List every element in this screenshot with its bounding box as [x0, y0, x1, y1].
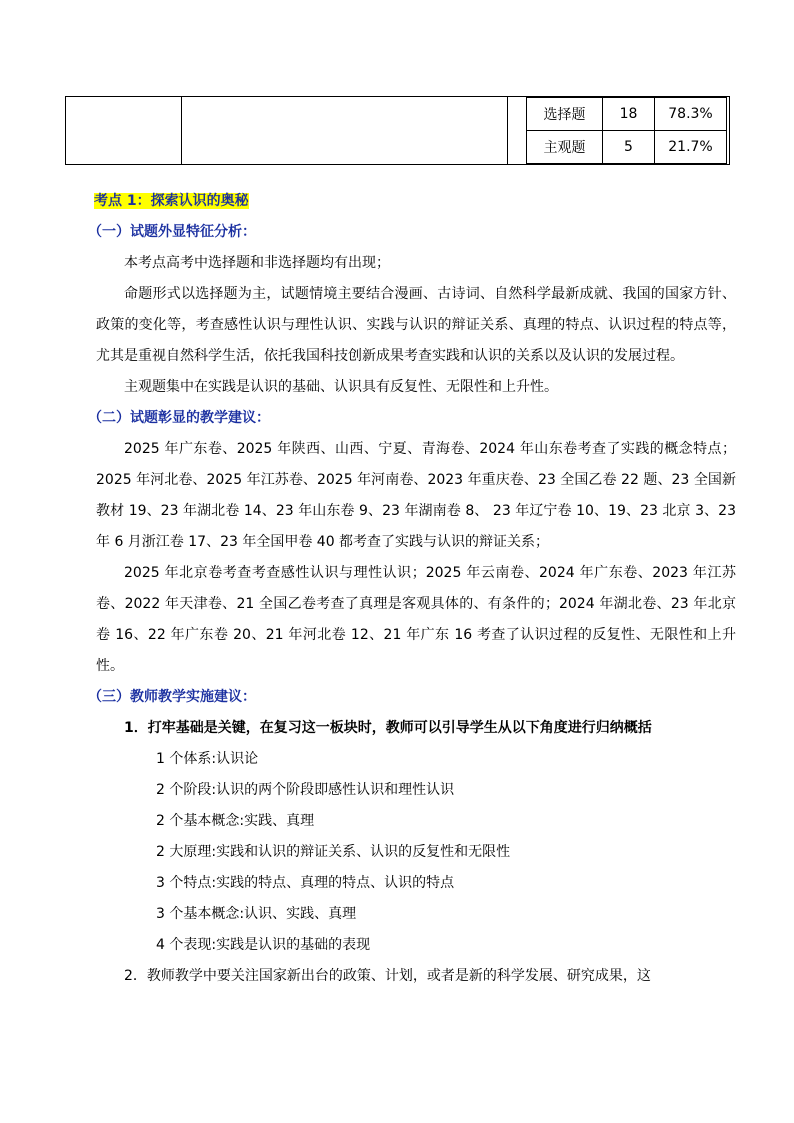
count-cell: 5 — [603, 131, 655, 164]
list-item: 2 大原理:实践和认识的辩证关系、认识的反复性和无限性 — [156, 844, 511, 860]
kaodian-title: 考点 1：探索认识的奥秘 — [94, 193, 249, 209]
table-row — [527, 131, 727, 164]
list-item: 3 个特点:实践的特点、真理的特点、认识的特点 — [156, 875, 455, 891]
outer-cell-2 — [182, 97, 508, 165]
question-type-cell: 选择题 — [527, 98, 603, 131]
outer-cell-3 — [508, 97, 730, 165]
outer-cell-1 — [66, 97, 182, 165]
section3-item-1: 1．打牢基础是关键，在复习这一板块时，教师可以引导学生从以下角度进行归纳概括 — [124, 720, 652, 736]
question-type-table — [526, 97, 727, 164]
section1-heading: （一）试题外显特征分析： — [88, 224, 256, 240]
list-item: 2 个阶段:认识的两个阶段即感性认识和理性认识 — [156, 782, 455, 798]
section2-paragraph-2: 2025 年北京卷考查考查感性认识与理性认识；2025 年云南卷、2024 年广东卷、2023 年江苏卷、2022 年天津卷、21 全国乙卷考查了真理是客观具体的、有条件的；2024 年湖北卷、23 年北京卷 16、22 年广东卷 20、21 年河北卷 12、21 年广东 16 考查了认识过程的反复性、无限性和上升性。 — [96, 565, 736, 674]
list-item: 1 个体系:认识论 — [156, 751, 259, 767]
section1-paragraph-1: 本考点高考中选择题和非选择题均有出现； — [124, 255, 390, 271]
table-row — [527, 98, 727, 131]
list-item: 2 个基本概念:实践、真理 — [156, 813, 315, 829]
document-body — [88, 186, 736, 992]
section2-paragraph-1: 2025 年广东卷、2025 年陕西、山西、宁夏、青海卷、2024 年山东卷考查了实践的概念特点；2025 年河北卷、2025 年江苏卷、2025 年河南卷、2023 年重庆卷、23 全国乙卷 22 题、23 全国新教材 19、23 年湖北卷 14、23 年山东卷 9、23 年湖南卷 8、 23 年辽宁卷 10、19、23 北京 3、23 年 6 月浙江卷 17、23 年全国甲卷 40 都考查了实践与认识的辩证关系； — [96, 441, 736, 550]
list-item: 4 个表现:实践是认识的基础的表现 — [156, 937, 371, 953]
percent-cell: 78.3% — [655, 98, 727, 131]
outer-table — [65, 96, 730, 165]
section2-heading: （二）试题彰显的教学建议： — [88, 410, 270, 426]
section3-heading: （三）教师教学实施建议： — [88, 689, 256, 705]
section3-item-2: 2．教师教学中要关注国家新出台的政策、计划，或者是新的科学发展、研究成果，这 — [124, 968, 651, 984]
section1-paragraph-2: 命题形式以选择题为主，试题情境主要结合漫画、古诗词、自然科学最新成就、我国的国家方针、政策的变化等，考查感性认识与理性认识、实践与认识的辩证关系、真理的特点、认识过程的特点等，尤其是重视自然科学生活，依托我国科技创新成果考查实践和认识的关系以及认识的发展过程。 — [96, 286, 736, 364]
list-item: 3 个基本概念:认识、实践、真理 — [156, 906, 357, 922]
question-type-table-wrap — [65, 96, 729, 163]
count-cell: 18 — [603, 98, 655, 131]
question-type-cell: 主观题 — [527, 131, 603, 164]
section1-paragraph-3: 主观题集中在实践是认识的基础、认识具有反复性、无限性和上升性。 — [124, 379, 558, 395]
kaodian-heading-line — [94, 186, 736, 217]
percent-cell: 21.7% — [655, 131, 727, 164]
